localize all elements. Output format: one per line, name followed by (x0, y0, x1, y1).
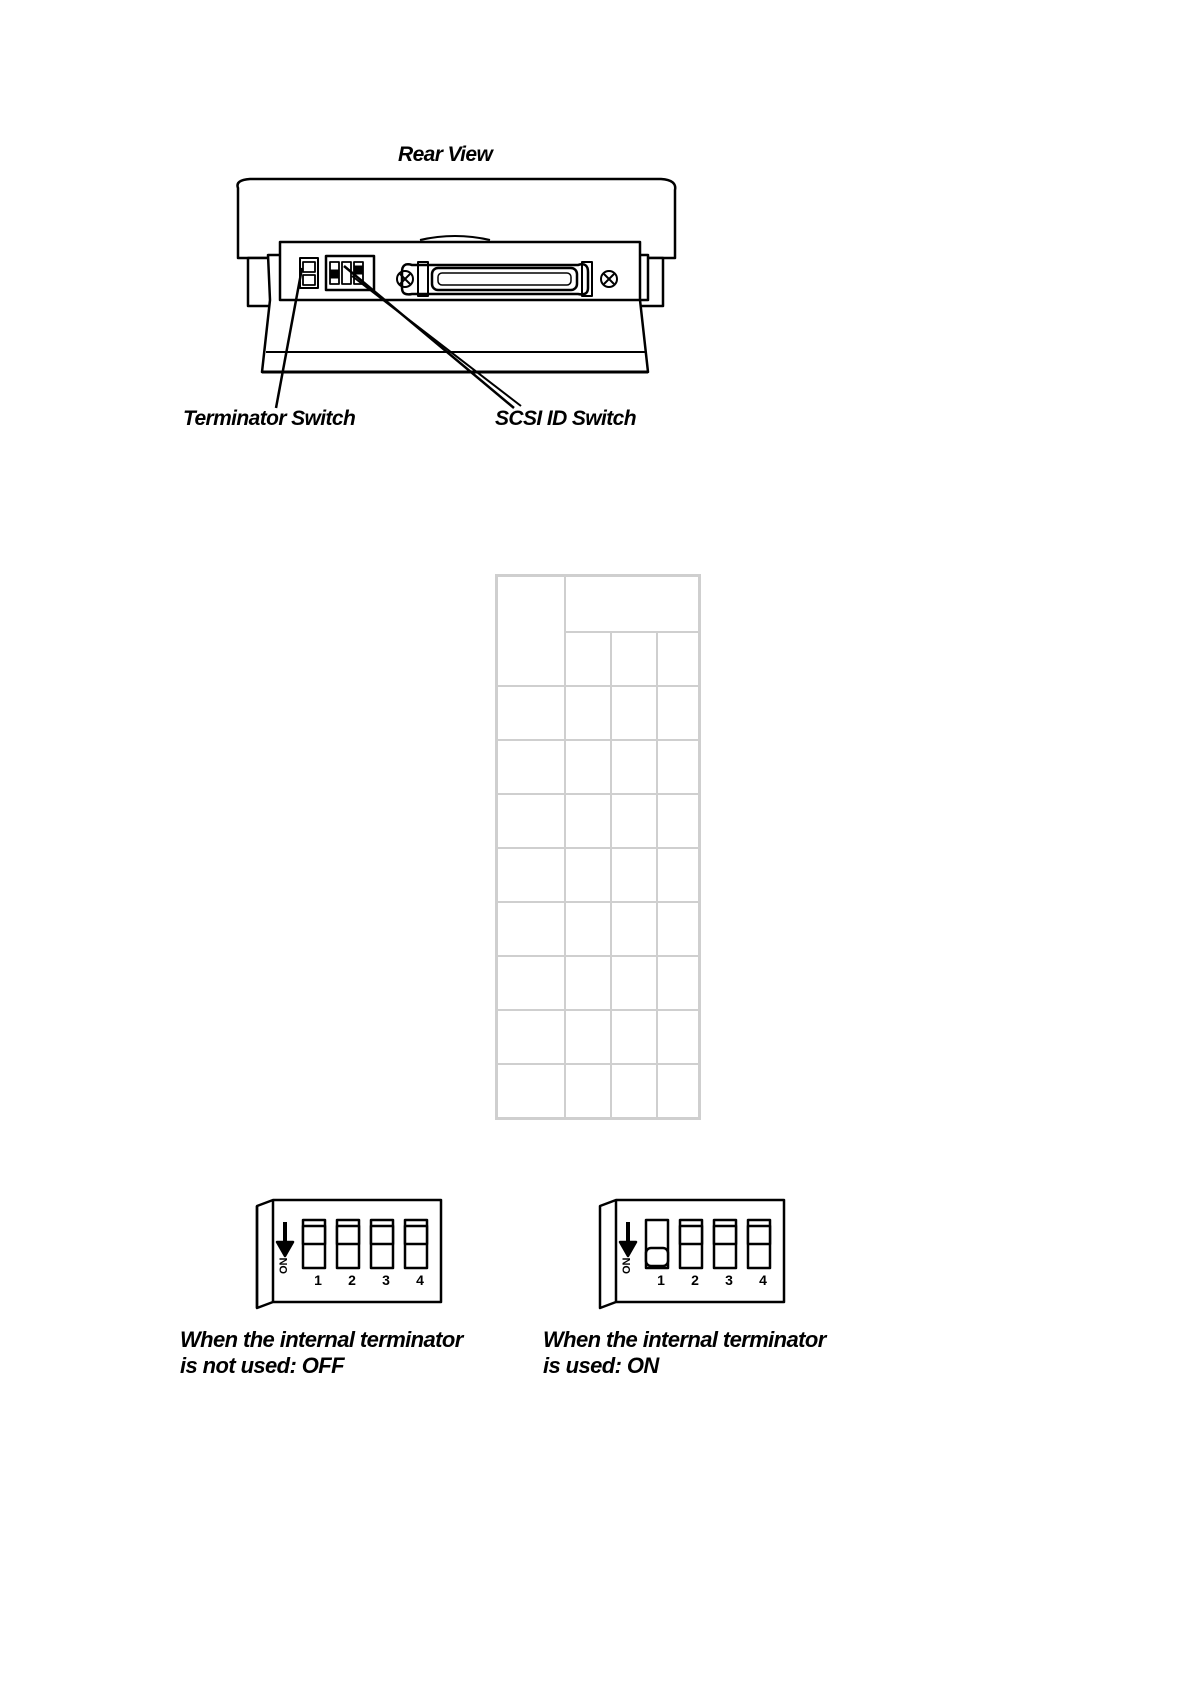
grid-subheader-cell (611, 632, 657, 686)
table-row (497, 848, 699, 902)
table-row (497, 794, 699, 848)
grid-subheader-cell (565, 632, 611, 686)
dip-on-on-mark: ON (621, 1257, 633, 1274)
grid-corner-cell (497, 576, 565, 686)
rear-view-title: Rear View (398, 143, 493, 166)
caption-line: When the internal terminator (543, 1327, 826, 1352)
terminator-switch-label: Terminator Switch (183, 407, 356, 430)
dip-on-caption (543, 1327, 826, 1379)
dip-off-on-mark: ON (278, 1257, 290, 1274)
dip-switch-on-illustration (598, 1198, 788, 1310)
table-row (497, 740, 699, 794)
table-row (497, 1010, 699, 1064)
dip-off-caption (180, 1327, 463, 1379)
switch-number: 2 (691, 1272, 699, 1288)
switch-number: 3 (725, 1272, 733, 1288)
grid-subheader-cell (657, 632, 699, 686)
table-row (497, 956, 699, 1010)
table-row (497, 902, 699, 956)
switch-number: 1 (314, 1272, 322, 1288)
switch-number: 1 (657, 1272, 665, 1288)
dip-on-numbers (644, 1272, 780, 1288)
caption-line: is used: ON (543, 1353, 659, 1378)
table-row (497, 686, 699, 740)
switch-number: 3 (382, 1272, 390, 1288)
rear-view-illustration (0, 0, 1192, 460)
scsi-id-settings-grid (495, 574, 701, 1120)
caption-line: When the internal terminator (180, 1327, 463, 1352)
scsi-id-switch-label: SCSI ID Switch (495, 407, 636, 430)
dip-switch-off-illustration (255, 1198, 445, 1310)
dip-off-numbers (301, 1272, 437, 1288)
grid-header-cell (565, 576, 699, 632)
switch-number: 4 (416, 1272, 424, 1288)
switch-number: 2 (348, 1272, 356, 1288)
table-row (497, 1064, 699, 1118)
caption-line: is not used: OFF (180, 1353, 344, 1378)
switch-number: 4 (759, 1272, 767, 1288)
